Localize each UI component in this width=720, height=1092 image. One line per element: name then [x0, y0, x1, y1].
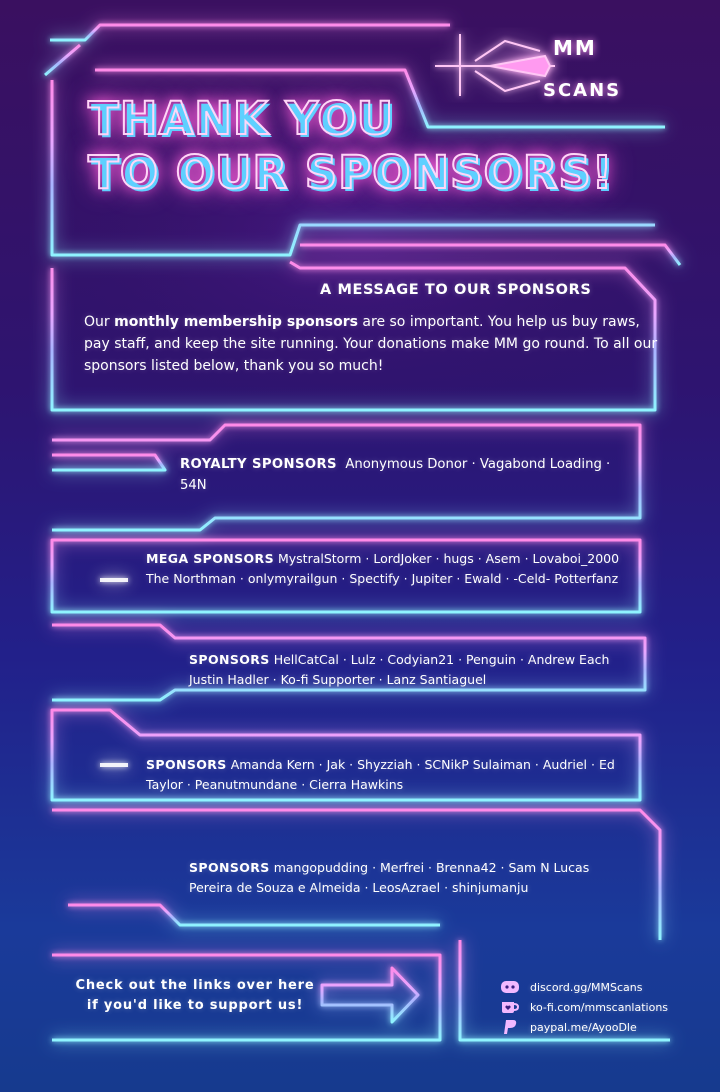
sponsors-block-1	[189, 650, 639, 690]
link-discord[interactable]	[500, 977, 668, 997]
paypal-icon	[500, 1019, 520, 1035]
sponsors-label-3: SPONSORS	[189, 860, 270, 875]
mega-sponsors-label: MEGA SPONSORS	[146, 551, 274, 566]
royalty-sponsors-label: ROYALTY SPONSORS	[180, 457, 337, 472]
sponsors-label-2: SPONSORS	[146, 757, 227, 772]
sponsors-names-3: mangopudding · Merfrei · Brenna42 · Sam N Lucas Pereira de Souza e Almeida · LeosAzrael · shinjumanju	[189, 860, 590, 895]
message-heading: A MESSAGE TO OUR SPONSORS	[320, 282, 592, 298]
mega-sponsors-block	[146, 549, 626, 589]
link-kofi-text: ko-fi.com/mmscanlations	[530, 1000, 669, 1014]
sponsors-names-1: HellCatCal · Lulz · Codyian21 · Penguin · Andrew Each Justin Hadler · Ko-fi Supporter · Lanz Santiaguel	[189, 652, 610, 687]
link-paypal-text: paypal.me/AyooDle	[530, 1020, 637, 1034]
brand-name-line2: SCANS	[543, 80, 622, 101]
sponsors-block-3	[189, 858, 629, 898]
page-title-line2: TO OUR SPONSORS!	[88, 146, 614, 199]
mega-sponsors-names: MystralStorm · LordJoker · hugs · Asem · Lovaboi_2000 The Northman · onlymyrailgun · Spectify · Jupiter · Ewald · -Celd- Potterfanz	[146, 551, 620, 586]
link-paypal[interactable]	[500, 1017, 668, 1037]
royalty-sponsors-names: Anonymous Donor · Vagabond Loading · 54N	[180, 457, 611, 493]
message-body	[84, 311, 664, 377]
sponsors-block-2	[146, 755, 626, 795]
sponsors-names-2: Amanda Kern · Jak · Shyzziah · SCNikP Sulaiman · Audriel · Ed Taylor · Peanutmundane · Cierra Hawkins	[146, 757, 615, 792]
message-body-prefix: Our	[84, 314, 115, 330]
support-links	[500, 977, 668, 1037]
page-title-line1: THANK YOU	[88, 92, 395, 145]
link-kofi[interactable]	[500, 997, 668, 1017]
message-body-rest: are so important. You help us buy raws, pay staff, and keep the site running. Your donations make MM go round. To all our sponsors listed below, thank you so much!	[84, 314, 658, 374]
support-call-to-action: Check out the links over here if you'd like to support us!	[75, 978, 315, 1013]
discord-icon	[500, 979, 520, 995]
kofi-icon	[500, 999, 520, 1015]
sponsors-label-1: SPONSORS	[189, 652, 270, 667]
brand-name-line1: MM	[553, 36, 597, 60]
royalty-sponsors-block	[180, 454, 620, 496]
message-body-bold: monthly membership sponsors	[114, 314, 358, 330]
link-discord-text: discord.gg/MMScans	[530, 980, 643, 994]
